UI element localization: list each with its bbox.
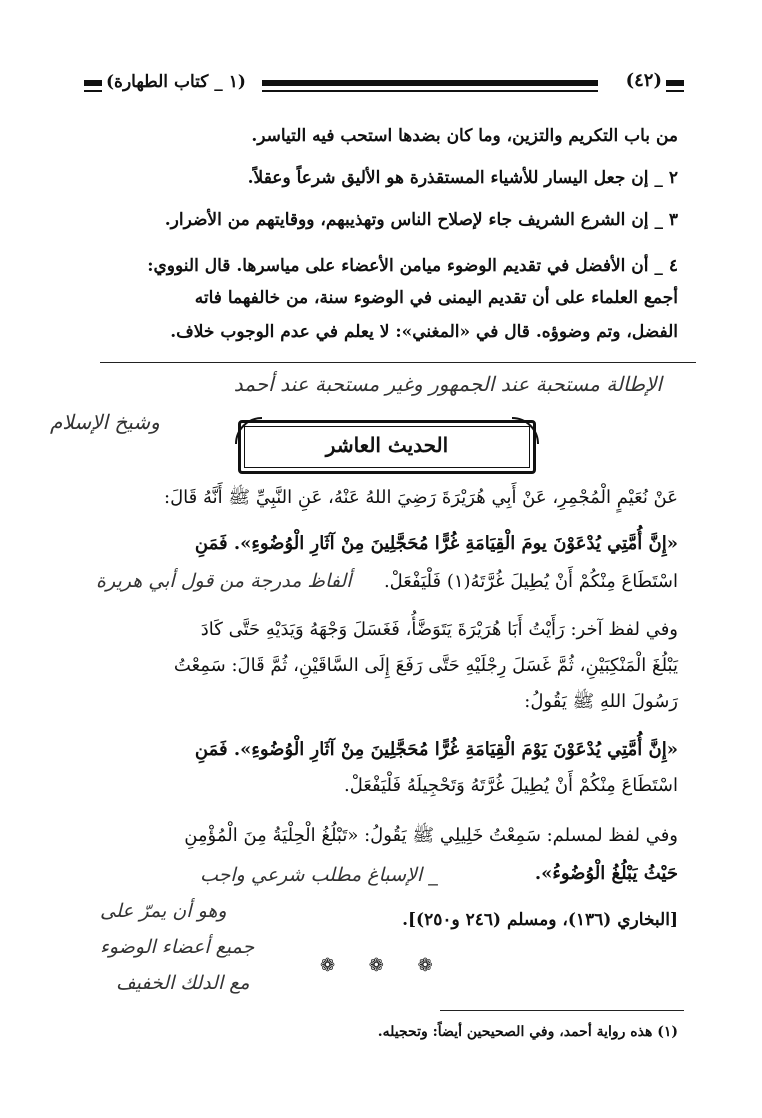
hadith-text-2b: اسْتَطَاعَ مِنْكُمْ أَنْ يُطِيلَ غُرَّتَهُ وَتَحْجِيلَهُ فَلْيَفْعَلْ.: [343, 775, 678, 796]
hadith-text-1b: اسْتَطَاعَ مِنْكُمْ أَنْ يُطِيلَ غُرَّتَهُ(١) فَلْيَفْعَلْ.: [383, 571, 678, 592]
other-wording-2: يَبْلُغَ الْمَنْكِبَيْنِ، ثُمَّ غَسَلَ رِجْلَيْهِ حَتَّى رَفَعَ إِلَى السَّاقَيْنِ، ثُمَّ قَالَ: سَمِعْتُ: [173, 655, 678, 676]
hadith-isnad: عَنْ نُعَيْمٍ الْمُجْمِرِ، عَنْ أَبِي هُرَيْرَةَ رَضِيَ اللهُ عَنْهُ، عَنِ النَّبِيِّ ﷺ أَنَّهُ قَالَ:: [164, 487, 678, 508]
header-rule-right-thin: [666, 90, 684, 92]
chapter-title: (١ _ كتاب الطهارة): [106, 72, 246, 92]
hadith-source: [البخاري (١٣٦)، ومسلم (٢٤٦ و٢٥٠)].: [402, 910, 678, 930]
handwritten-note-4b: جميع أعضاء الوضوء: [100, 936, 255, 958]
section-title-box: [238, 420, 536, 474]
handwritten-note-4c: مع الدلك الخفيف: [116, 972, 250, 994]
hadith-text-2: «إِنَّ أُمَّتِي يُدْعَوْنَ يَوْمَ الْقِيَامَةِ غُرًّا مُحَجَّلِينَ مِنْ آثَارِ الْوُضُوءِ». فَمَنِ: [194, 739, 678, 760]
header-rule: [262, 80, 598, 86]
ornament-separator: ❁ ❁ ❁: [320, 955, 447, 976]
muslim-wording-1: وفي لفظ لمسلم: سَمِعْتُ خَلِيلِي ﷺ يَقُولُ: «تَبْلُغُ الْحِلْيَةُ مِنَ الْمُؤْمِنِ: [184, 825, 678, 846]
other-wording-1: وفي لفظ آخر: رَأَيْتُ أَبَا هُرَيْرَةَ يَتَوَضَّأُ، فَغَسَلَ وَجْهَهُ وَيَدَيْهِ حَتَّى كَادَ: [200, 619, 678, 640]
page-number: (٤٢): [625, 70, 662, 91]
header-rule-thin: [262, 90, 598, 92]
point-4-line-2: أجمع العلماء على أن تقديم اليمنى في الوضوء سنة، من خالفهما فاته: [194, 288, 678, 308]
header-rule-left: [84, 80, 102, 86]
handwritten-note-3: _ الإسباغ مطلب شرعي واجب: [200, 864, 438, 886]
page-header: [84, 66, 684, 106]
footnote: (١) هذه رواية أحمد، وفي الصحيحين أيضاً: وتحجيله.: [377, 1024, 678, 1040]
footnote-divider: [440, 1010, 684, 1011]
point-continuation: من باب التكريم والتزين، وما كان بضدها استحب فيه التياسر.: [251, 126, 678, 146]
point-3: ٣ _ إن الشرع الشريف جاء لإصلاح الناس وتهذيبهم، ووقايتهم من الأضرار.: [164, 210, 678, 230]
handwritten-note-4: وهو أن يمرّ على: [100, 900, 227, 922]
handwritten-note-2: ألفاظ مدرجة من قول أبي هريرة: [96, 570, 352, 592]
other-wording-3: رَسُولَ اللهِ ﷺ يَقُولُ:: [524, 691, 678, 712]
muslim-wording-2: حَيْثُ يَبْلُغُ الْوُضُوءُ».: [534, 863, 678, 884]
section-title: الحديث العاشر: [325, 433, 449, 457]
handwritten-note-1b: وشيخ الإسلام: [50, 410, 160, 434]
hadith-text-1: «إِنَّ أُمَّتِي يُدْعَوْنَ يومَ الْقِيَامَةِ غُرًّا مُحَجَّلِينَ مِنْ آثَارِ الْوُضُوءِ». فَمَنِ: [194, 533, 678, 554]
handwritten-note-1: الإطالة مستحبة عند الجمهور وغير مستحبة عند أحمد: [233, 372, 662, 396]
point-4: ٤ _ أن الأفضل في تقديم الوضوء ميامن الأعضاء على مياسرها. قال النووي:: [147, 256, 678, 276]
header-rule-left-thin: [84, 90, 102, 92]
point-4-line-3: الفضل، وتم وضوؤه. قال في «المغني»: لا يعلم في عدم الوجوب خلاف.: [170, 322, 678, 342]
section-divider: [100, 362, 696, 363]
header-rule-right: [666, 80, 684, 86]
point-2: ٢ _ إن جعل اليسار للأشياء المستقذرة هو الأليق شرعاً وعقلاً.: [247, 168, 678, 188]
